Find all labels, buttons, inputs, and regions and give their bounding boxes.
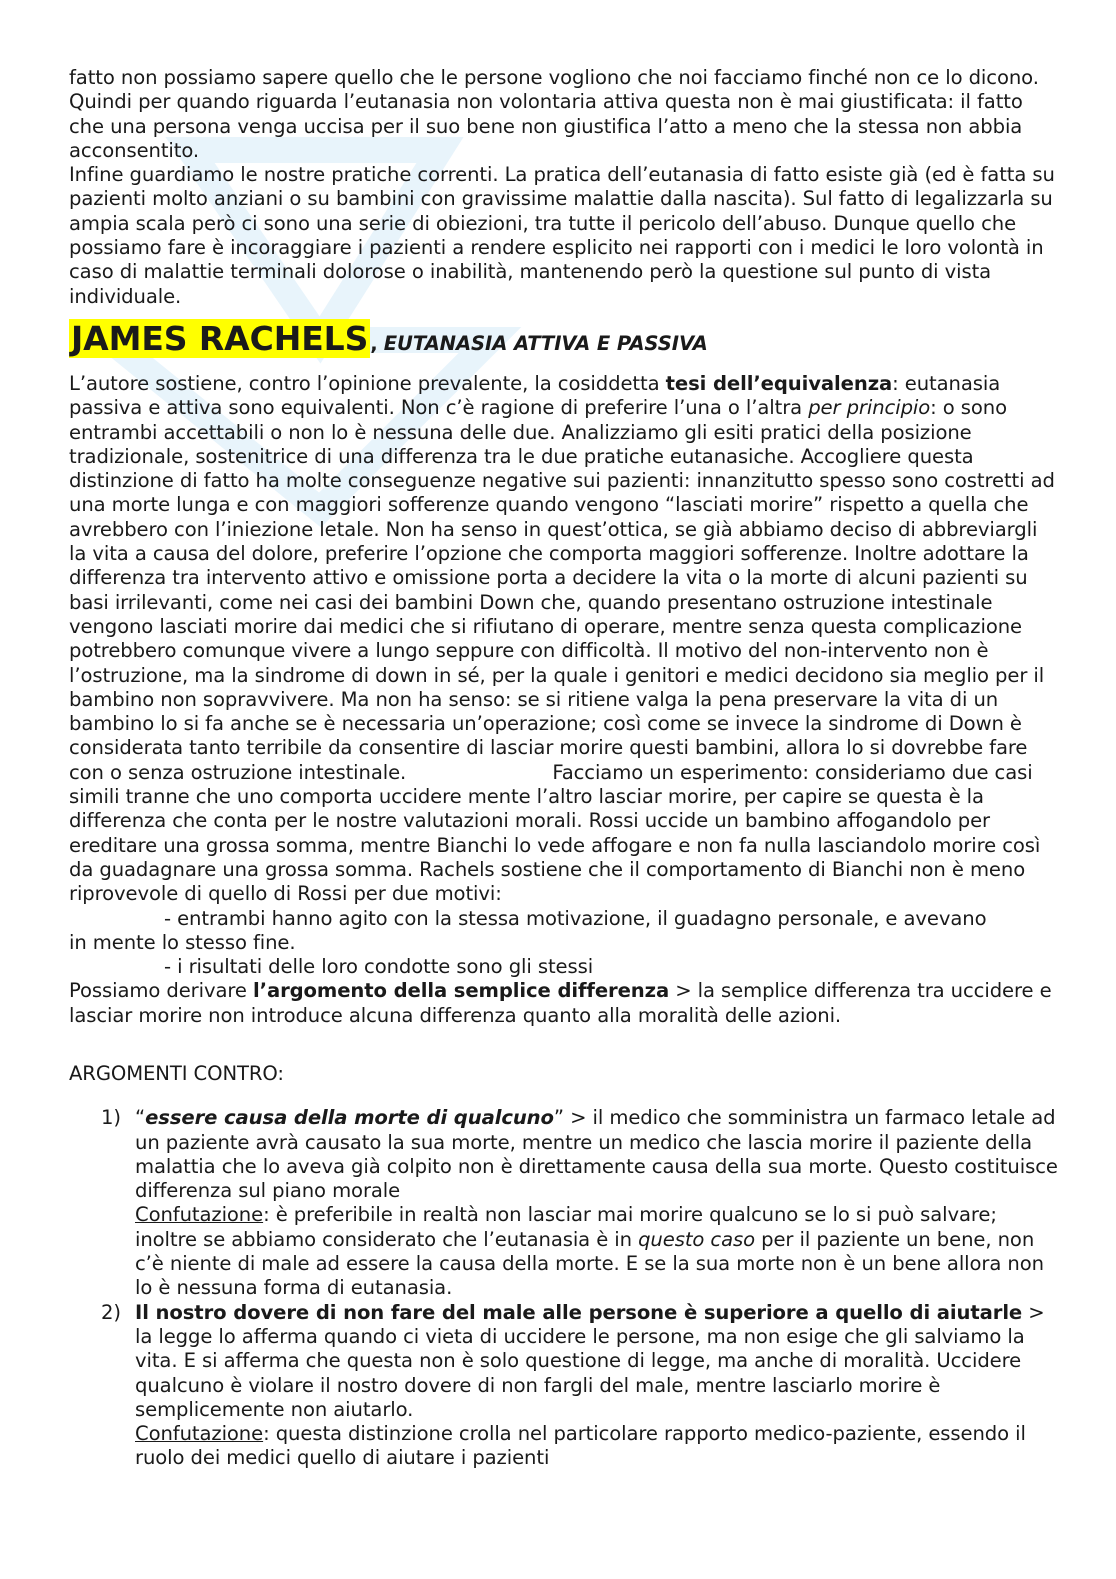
term-questo-caso: questo caso (638, 1227, 755, 1251)
term-per-principio: per principio (808, 396, 931, 420)
text: Possiamo derivare (69, 979, 253, 1003)
text: : questa distinzione crolla nel particolare rapporto medico-paziente, essendo il ruolo dei medici quello di aiutare i pazienti (135, 1422, 1026, 1470)
text: > la legge lo afferma quando ci vieta di uccidere le persone, ma non esige che gli salviamo la vita. E si afferma che questa non è solo questione di legge, ma anche di moralità. Uccidere qualcuno è violare il nostro dovere di non fargli del male, mentre lasciarlo morire è semplicemente non aiutarlo. (135, 1300, 1045, 1421)
bullet-1: - entrambi hanno agito con la stessa motivazione, il guadagno personale, e avevano (164, 906, 987, 930)
intro-paragraph-2: Infine guardiamo le nostre pratiche correnti. La pratica dell’eutanasia di fatto esiste già (ed è fatta su pazienti molto anziani o su bambini con gravissime malattie dalla nascita). Sul fatto di legalizzarla su ampia scala però ci sono una serie di obiezioni, tra tutte il pericolo dell’abuso. Dunque quello che possiamo fare è incoraggiare i pazienti a rendere esplicito nei rapporti con i medici le loro volontà in caso di malattie terminali dolorose o inabilità, mantenendo però la questione sul punto di vista individuale. (69, 163, 1055, 308)
text: > il medico che somministra un farmaco letale ad un paziente avrà causato la sua morte, mentre un medico che lascia morire il paziente della malattia che lo aveva già colpito non è direttamente causa della sua morte. Questo costituisce differenza sul piano morale (135, 1106, 1058, 1203)
heading-separator: , (370, 331, 378, 355)
intro-paragraph-1: fatto non possiamo sapere quello che le persone vogliono che noi facciamo finché non ce lo dicono. Quindi per quando riguarda l’eutanasia non volontaria attiva questa non è mai giustificata: il fatto che una persona venga uccisa per il suo bene non giustifica l’atto a meno che la stessa non abbia acconsentito. (69, 66, 1039, 162)
term-simple-difference: l’argomento della semplice differenza (252, 979, 670, 1003)
document-page (69, 66, 1059, 1471)
list-item (69, 1106, 1059, 1300)
confutation-label: Confutazione (135, 1203, 264, 1227)
bullet-1-continuation: in mente lo stesso fine. (69, 930, 296, 954)
body-paragraph-2 (69, 979, 1059, 1028)
text: L’autore sostiene, contro l’opinione prevalente, la cosiddetta (69, 371, 666, 395)
list-item (69, 1301, 1059, 1471)
text: Facciamo un esperimento: consideriamo due casi simili tranne che uno comporta uccidere mente l’altro lasciar morire, per capire se questa è la differenza che conta per le nostre valutazioni morali. Rossi uccide un bambino affogandolo per ereditare una grossa somma, mentre Bianchi lo vede affogare e non fa nulla lasciandolo morire così da guadagnare una grossa somma. Rachels sostiene che il comportamento di Bianchi non è meno riprovevole di quello di Rossi per due motivi: (69, 760, 1041, 906)
item-number: 1) (101, 1106, 121, 1130)
against-title: ARGOMENTI CONTRO: (69, 1061, 284, 1085)
item-lead: essere causa della morte di qualcuno (145, 1106, 554, 1130)
text: : eutanasia passiva e attiva sono equivalenti. Non c’è ragione di preferire l’una o l’altra (69, 371, 1001, 420)
section-heading (69, 317, 1059, 366)
author-name: JAMES RACHELS (71, 318, 369, 358)
bullet-2: - i risultati delle loro condotte sono gli stessi (164, 955, 594, 979)
confutation-label: Confutazione (135, 1422, 264, 1446)
item-number: 2) (101, 1300, 121, 1324)
term-equivalence-thesis: tesi dell’equivalenza (665, 371, 893, 395)
text: > la semplice differenza tra uccidere e lasciar morire non introduce alcuna differenza quanto alla moralità delle azioni. (69, 979, 1052, 1027)
text: ” (553, 1106, 564, 1130)
against-list (69, 1106, 1059, 1470)
text: : è preferibile in realtà non lasciar mai morire qualcuno se lo si può salvare; inoltre se abbiamo considerato che l’eutanasia è in (135, 1203, 997, 1251)
text: per il paziente un bene, non c’è niente di male ad essere la causa della morte. E se la sua morte non è un bene allora non lo è nessuna forma di eutanasia. (135, 1227, 1044, 1300)
essay-title: EUTANASIA ATTIVA E PASSIVA (383, 331, 708, 355)
item-lead: Il nostro dovere di non fare del male alle persone è superiore a quello di aiutarle (135, 1300, 1023, 1324)
body-paragraph-1 (69, 372, 1059, 907)
text: “ (135, 1106, 146, 1130)
text: : o sono entrambi accettabili o non lo è nessuna delle due. Analizziamo gli esiti pratici della posizione tradizionale, sostenitrice di una differenza tra le due pratiche eutanasiche. Accogliere questa distinzione di fatto ha molte conseguenze negative sui pazienti: innanzitutto spesso sono costretti ad una morte lunga e con maggiori sofferenze quando vengono “lasciati morire” rispetto a quella che avrebbero con l’iniezione letale. Non ha senso in quest’ottica, se già abbiamo deciso di abbreviargli la vita a causa del dolore, preferire l’opzione che comporta maggiori sofferenze. Inoltre adottare la differenza tra intervento attivo e omissione porta a decidere la vita o la morte di alcuni pazienti su basi irrilevanti, come nei casi dei bambini Down che, quando presentano ostruzione intestinale vengono lasciati morire dai medici che si rifiutano di operare, mentre senza questa complicazione potrebbero comunque vivere a lungo seppure con difficoltà. Il motivo del non-intervento non è l’ostruzione, ma la sindrome di down in sé, per la quale i genitori e medici decidono sia meglio per il bambino non sopravvivere. Ma non ha senso: se si ritiene valga la pena preservare la vita di un bambino lo si fa anche se è necessaria un’operazione; così come se invece la sindrome di Down è considerata tanto terribile da consentire di lasciar morire questi bambini, allora lo si dovrebbe fare con o senza ostruzione intestinale. (69, 396, 1055, 784)
